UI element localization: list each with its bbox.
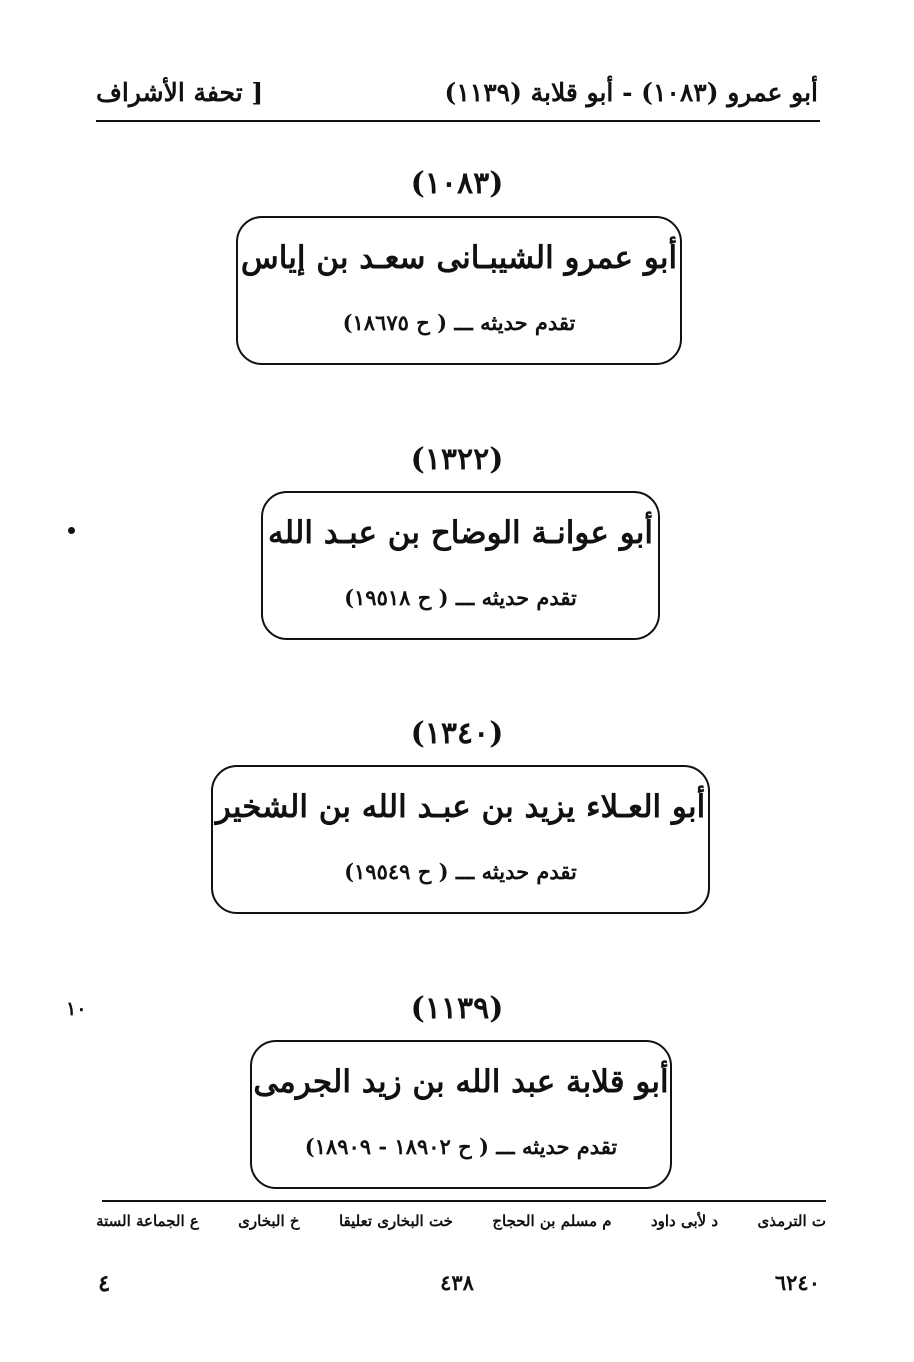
entry-note: تقدم حديثه ـــ ( ح ١٨٦٧٥) [342, 310, 576, 335]
entry-name: أبو عمرو الشيبـانى سعـد بن إياس [240, 240, 678, 276]
entry-name: أبو قلابة عبد الله بن زيد الجرمى [253, 1064, 669, 1100]
entry-number: (١٠٨٣) [410, 166, 504, 201]
page-number: ٤٣٨ [440, 1270, 474, 1295]
entry-box [261, 491, 660, 640]
footer-divider [102, 1200, 826, 1202]
sigla-legend [96, 1212, 826, 1230]
entry-note: تقدم حديثه ـــ ( ح ١٩٥١٨) [344, 585, 577, 610]
entry-box [250, 1040, 672, 1189]
sigla-item: ت الترمذى [757, 1212, 826, 1230]
serial-number: ٦٢٤٠ [774, 1270, 820, 1295]
entry-number: (١٣٤٠) [410, 716, 504, 751]
entry-note: تقدم حديثه ـــ ( ح ١٨٩٠٢ - ١٨٩٠٩) [304, 1134, 618, 1159]
margin-line-number: ١٠ [66, 998, 87, 1020]
sigla-item: خت البخارى تعليقا [338, 1212, 453, 1230]
sigla-item: ع الجماعة الستة [96, 1212, 199, 1230]
header-divider [96, 120, 820, 122]
entry-name: أبو عوانـة الوضاح بن عبـد الله [268, 515, 653, 551]
entry-number: (١١٣٩) [410, 991, 504, 1026]
entry-name: أبو العـلاء يزيد بن عبـد الله بن الشخير [215, 789, 706, 825]
entry-number: (١٣٢٢) [410, 442, 504, 477]
sigla-item: د لأبى داود [650, 1212, 719, 1230]
entry-box [236, 216, 682, 365]
entry-note: تقدم حديثه ـــ ( ح ١٩٥٤٩) [344, 859, 577, 884]
sigla-item: خ البخارى [238, 1212, 300, 1230]
book-title: [ تحفة الأشراف [96, 78, 264, 107]
entry-box [211, 765, 710, 914]
running-title: أبو عمرو (١٠٨٣) - أبو قلابة (١١٣٩) [444, 78, 818, 107]
signature-mark: ٤ [98, 1270, 111, 1297]
sigla-item: م مسلم بن الحجاج [492, 1212, 612, 1230]
margin-dot [68, 527, 75, 534]
